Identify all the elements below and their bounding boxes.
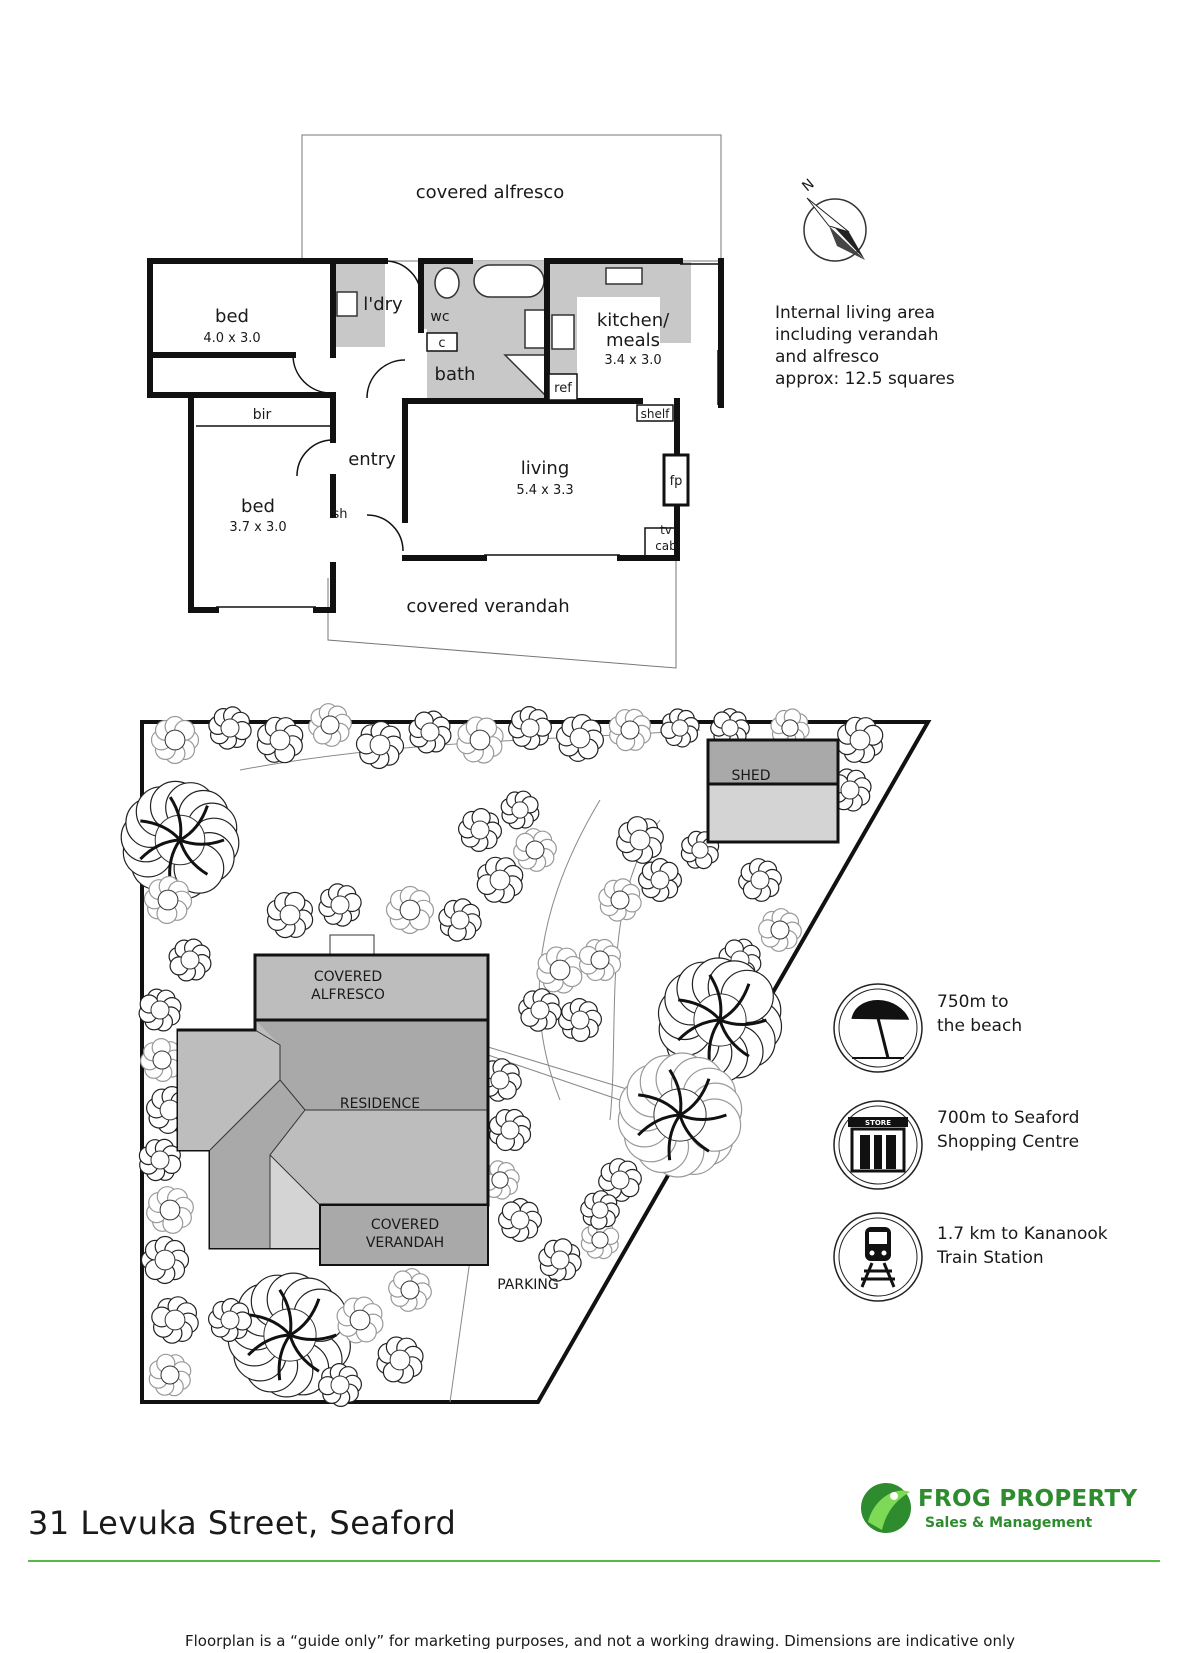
cab-label: cab	[655, 539, 677, 553]
parking-label: PARKING	[497, 1277, 559, 1293]
tree-icon	[661, 709, 699, 747]
tv-label: tv	[660, 523, 672, 537]
wc-label: wc	[430, 309, 450, 325]
amenity-line: Shopping Centre	[937, 1132, 1080, 1152]
floor-plan	[150, 135, 721, 668]
tree-icon	[209, 707, 251, 749]
area-note-line: including verandah	[775, 325, 939, 345]
tree-icon	[581, 1191, 619, 1229]
amenity-line: the beach	[937, 1016, 1023, 1036]
tree-icon	[618, 1053, 741, 1177]
amenity-train-text	[937, 1222, 1177, 1270]
footer-divider	[28, 1560, 1160, 1562]
entry-label: entry	[348, 449, 396, 470]
tree-icon	[152, 1297, 198, 1343]
tree-icon	[559, 999, 602, 1042]
bed1-dims: 4.0 x 3.0	[203, 331, 261, 346]
north-label: N	[799, 176, 818, 196]
tree-icon	[617, 817, 664, 864]
tree-icon	[319, 884, 361, 926]
site-alfresco-label-2: ALFRESCO	[311, 987, 385, 1003]
site-plan	[121, 704, 928, 1407]
tree-icon	[139, 989, 181, 1031]
living-dims: 5.4 x 3.3	[516, 483, 574, 498]
amenity-beach-text	[937, 990, 1177, 1038]
tree-icon	[457, 717, 503, 763]
kitchen-label-2: meals	[605, 330, 661, 351]
tree-icon	[759, 909, 802, 952]
laundry-label: l'dry	[363, 294, 403, 315]
tree-icon	[439, 899, 481, 941]
area-note-line: approx: 12.5 squares	[775, 369, 955, 389]
bir-label: bir	[252, 407, 272, 423]
amenity-beach-icon-wrap	[834, 984, 922, 1072]
site-verandah-label-2: VERANDAH	[365, 1235, 445, 1251]
property-address: 31 Levuka Street, Seaford	[28, 1504, 457, 1542]
tree-icon	[537, 947, 583, 993]
site-alfresco-label-1: COVERED	[313, 969, 383, 985]
toilet	[435, 268, 459, 298]
sh-label: sh	[332, 507, 348, 522]
shelf-label: shelf	[640, 407, 670, 421]
vanity	[525, 310, 545, 348]
shed-label: SHED	[731, 768, 771, 784]
kitchen-dims: 3.4 x 3.0	[604, 353, 662, 368]
tree-icon	[319, 1364, 362, 1407]
bath-tub	[474, 265, 544, 297]
living-label: living	[520, 458, 570, 479]
tree-icon	[309, 704, 352, 747]
cupboard-label: c	[438, 336, 446, 351]
amenity-line: 1.7 km to Kananook	[937, 1224, 1108, 1244]
living-area-note	[775, 302, 1015, 390]
tree-icon	[145, 877, 192, 924]
amenity-line: Train Station	[937, 1248, 1044, 1268]
brand-name: FROG PROPERTY	[918, 1486, 1138, 1512]
bed2-label: bed	[241, 496, 275, 517]
tree-icon	[357, 722, 404, 769]
area-note-line: and alfresco	[775, 347, 880, 367]
store-sign-label: STORE	[865, 1119, 891, 1127]
train-icon	[861, 1227, 895, 1287]
bed2-dims: 3.7 x 3.0	[229, 520, 287, 535]
brand-tagline: Sales & Management	[925, 1515, 1093, 1531]
tree-icon	[387, 887, 434, 934]
tree-icon	[147, 1187, 194, 1234]
area-note-line: Internal living area	[775, 303, 936, 323]
tree-icon	[557, 715, 604, 762]
bath-label: bath	[434, 364, 476, 385]
covered-alfresco-label: covered alfresco	[415, 182, 565, 203]
tree-icon	[519, 989, 561, 1031]
shed	[708, 740, 838, 842]
tree-icon	[337, 1297, 383, 1343]
frog-logo-icon	[861, 1483, 911, 1533]
fp-label: fp	[669, 474, 683, 489]
amenity-train-icon-wrap	[834, 1213, 922, 1301]
tree-icon	[169, 939, 211, 981]
residence-label: RESIDENCE	[339, 1096, 421, 1112]
tree-icon	[599, 879, 641, 921]
tree-icon	[389, 1269, 432, 1312]
tree-icon	[539, 1239, 581, 1281]
tree-icon	[739, 859, 782, 902]
tree-icon	[409, 711, 451, 753]
bed1-label: bed	[215, 306, 249, 327]
tree-icon	[499, 1199, 542, 1242]
tree-icon	[639, 859, 682, 902]
tree-icon	[501, 791, 539, 829]
site-verandah-label-1: COVERED	[370, 1217, 440, 1233]
tree-icon	[514, 829, 557, 872]
tree-icon	[152, 717, 199, 764]
tree-icon	[377, 1337, 423, 1383]
tree-icon	[142, 1237, 189, 1284]
north-arrow-icon	[799, 176, 866, 261]
laundry-tub	[337, 292, 357, 316]
amenity-store-icon-wrap	[834, 1101, 922, 1189]
sink	[606, 268, 642, 284]
ref-label: ref	[554, 381, 572, 396]
covered-verandah-label: covered verandah	[406, 596, 570, 617]
amenity-store-text	[937, 1106, 1177, 1154]
amenity-line: 750m to	[937, 992, 1009, 1012]
amenity-line: 700m to Seaford	[937, 1108, 1080, 1128]
kitchen-label-1: kitchen/	[596, 310, 670, 331]
tree-icon	[209, 1299, 252, 1342]
disclaimer-text: Floorplan is a “guide only” for marketing purposes, and not a working drawing. Dimensions are indicative only	[184, 1632, 1016, 1650]
stove	[552, 315, 574, 349]
tree-icon	[459, 809, 502, 852]
tree-icon	[509, 707, 552, 750]
